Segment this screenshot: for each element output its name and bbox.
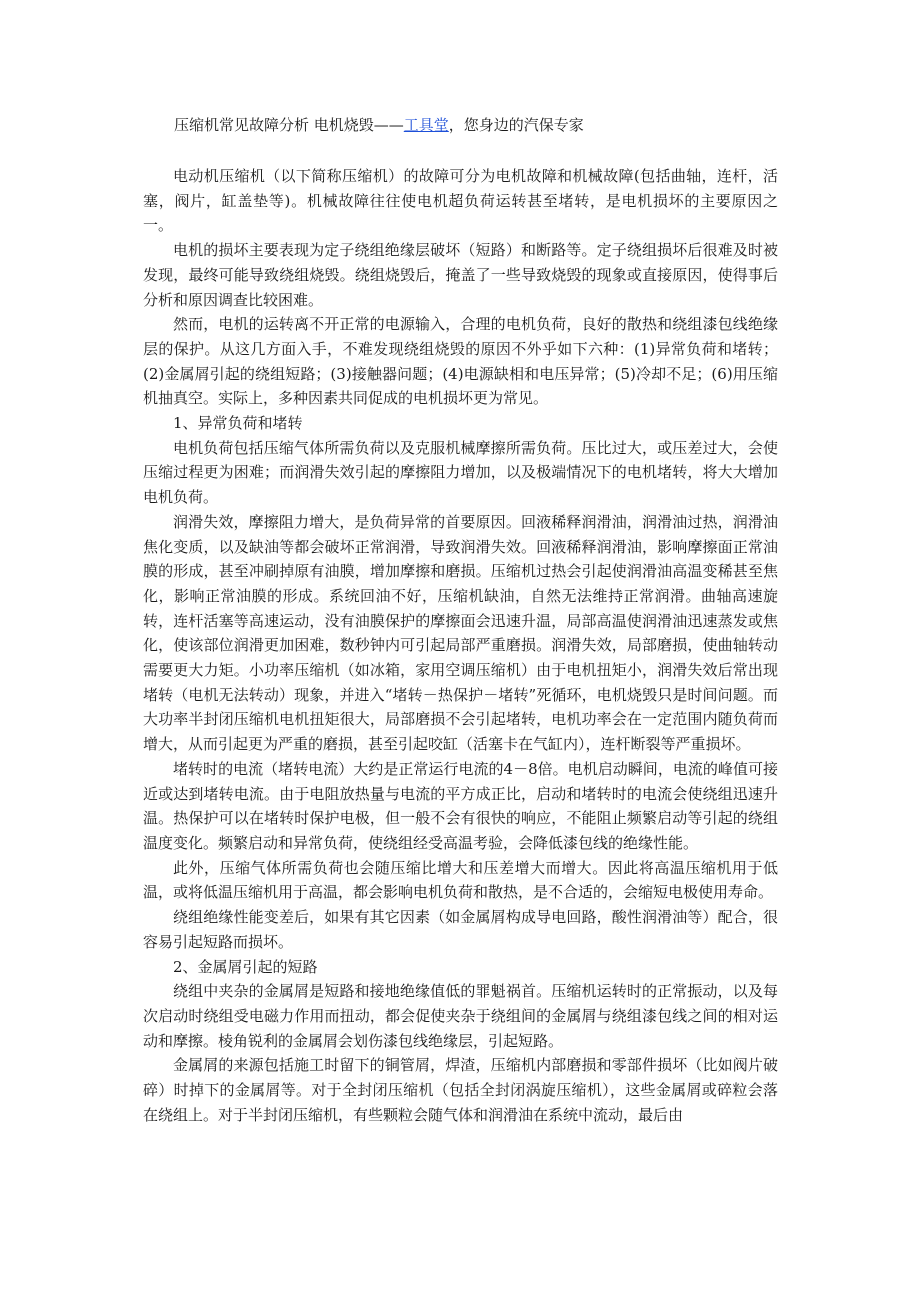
- title-suffix: ，您身边的汽保专家: [448, 116, 584, 134]
- title-spacer: [143, 138, 778, 164]
- paragraph: 电机的损坏主要表现为定子绕组绝缘层破坏（短路）和断路等。定子绕组损坏后很难及时被发现，最终可能导致绕组烧毁。绕组烧毁后，掩盖了一些导致烧毁的现象或直接原因，使得事后分析和原因调查比较困难。: [143, 241, 778, 309]
- document-title: [143, 112, 778, 138]
- title-text: 压缩机常见故障分析 电机烧毁——: [174, 116, 404, 134]
- document-page: [143, 0, 778, 1127]
- paragraph: 润滑失效，摩擦阻力增大，是负荷异常的首要原因。回液稀释润滑油，润滑油过热，润滑油焦化变质，以及缺油等都会破坏正常润滑，导致润滑失效。回液稀释润滑油，影响摩擦面正常油膜的形成，甚至冲刷掉原有油膜，增加摩擦和磨损。压缩机过热会引起使润滑油高温变稀甚至焦化，影响正常油膜的形成。系统回油不好，压缩机缺油，自然无法维持正常润滑。曲轴高速旋转，连杆活塞等高速运动，没有油膜保护的摩擦面会迅速升温，局部高温使润滑油迅速蒸发或焦化，使该部位润滑更加困难，数秒钟内可引起局部严重磨损。润滑失效，局部磨损，使曲轴转动需要更大力矩。小功率压缩机（如冰箱，家用空调压缩机）由于电机扭矩小，润滑失效后常出现堵转（电机无法转动）现象，并进入“堵转－热保护－堵转”死循环，电机烧毁只是时间问题。而大功率半封闭压缩机电机扭矩很大，局部磨损不会引起堵转，电机功率会在一定范围内随负荷而增大，从而引起更为严重的磨损，甚至引起咬缸（活塞卡在气缸内），连杆断裂等严重损坏。: [143, 512, 778, 754]
- paragraph: 堵转时的电流（堵转电流）大约是正常运行电流的4－8倍。电机启动瞬间，电流的峰值可接近或达到堵转电流。由于电阻放热量与电流的平方成正比，启动和堵转时的电流会使绕组迅速升温。热保护可以在堵转时保护电极，但一般不会有很快的响应，不能阻止频繁启动等引起的绕组温度变化。频繁启动和异常负荷，使绕组经受高温考验，会降低漆包线的绝缘性能。: [143, 759, 778, 852]
- article-body: [143, 164, 778, 1127]
- paragraph: 电机负荷包括压缩气体所需负荷以及克服机械摩擦所需负荷。压比过大，或压差过大，会使压缩过程更为困难；而润滑失效引起的摩擦阻力增加，以及极端情况下的电机堵转，将大大增加电机负荷。: [143, 438, 778, 507]
- section-heading-2: 2、金属屑引起的短路: [173, 957, 318, 976]
- section-heading-1: 1、异常负荷和堵转: [173, 414, 303, 433]
- paragraph: 绕组中夹杂的金属屑是短路和接地绝缘值低的罪魁祸首。压缩机运转时的正常振动，以及每次启动时绕组受电磁力作用而扭动，都会促使夹杂于绕组间的金属屑与绕组漆包线之间的相对运动和摩擦。棱角锐利的金属屑会划伤漆包线绝缘层，引起短路。: [143, 982, 778, 1050]
- paragraph: 绕组绝缘性能变差后，如果有其它因素（如金属屑构成导电回路，酸性润滑油等）配合，很容易引起短路而损坏。: [143, 908, 778, 951]
- paragraph: 此外，压缩气体所需负荷也会随压缩比增大和压差增大而增大。因此将高温压缩机用于低温，或将低温压缩机用于高温，都会影响电机负荷和散热，是不合适的，会缩短电极使用寿命。: [143, 858, 778, 902]
- paragraph: 电动机压缩机（以下简称压缩机）的故障可分为电机故障和机械故障(包括曲轴，连杆，活塞，阀片，缸盖垫等)。机械故障往往使电机超负荷运转甚至堵转，是电机损坏的主要原因之一。: [143, 167, 778, 235]
- toolstore-link[interactable]: 工具堂: [403, 116, 449, 134]
- paragraph: 金属屑的来源包括施工时留下的铜管屑，焊渣，压缩机内部磨损和零部件损坏（比如阀片破碎）时掉下的金属屑等。对于全封闭压缩机（包括全封闭涡旋压缩机），这些金属屑或碎粒会落在绕组上。对于半封闭压缩机，有些颗粒会随气体和润滑油在系统中流动，最后由: [143, 1056, 778, 1124]
- paragraph: 然而，电机的运转离不开正常的电源输入，合理的电机负荷，良好的散热和绕组漆包线绝缘层的保护。从这几方面入手，不难发现绕组烧毁的原因不外乎如下六种：(1)异常负荷和堵转；(2)金属屑引起的绕组短路；(3)接触器问题；(4)电源缺相和电压异常；(5)冷却不足；(6)用压缩机抽真空。实际上，多种因素共同促成的电机损坏更为常见。: [143, 315, 778, 408]
